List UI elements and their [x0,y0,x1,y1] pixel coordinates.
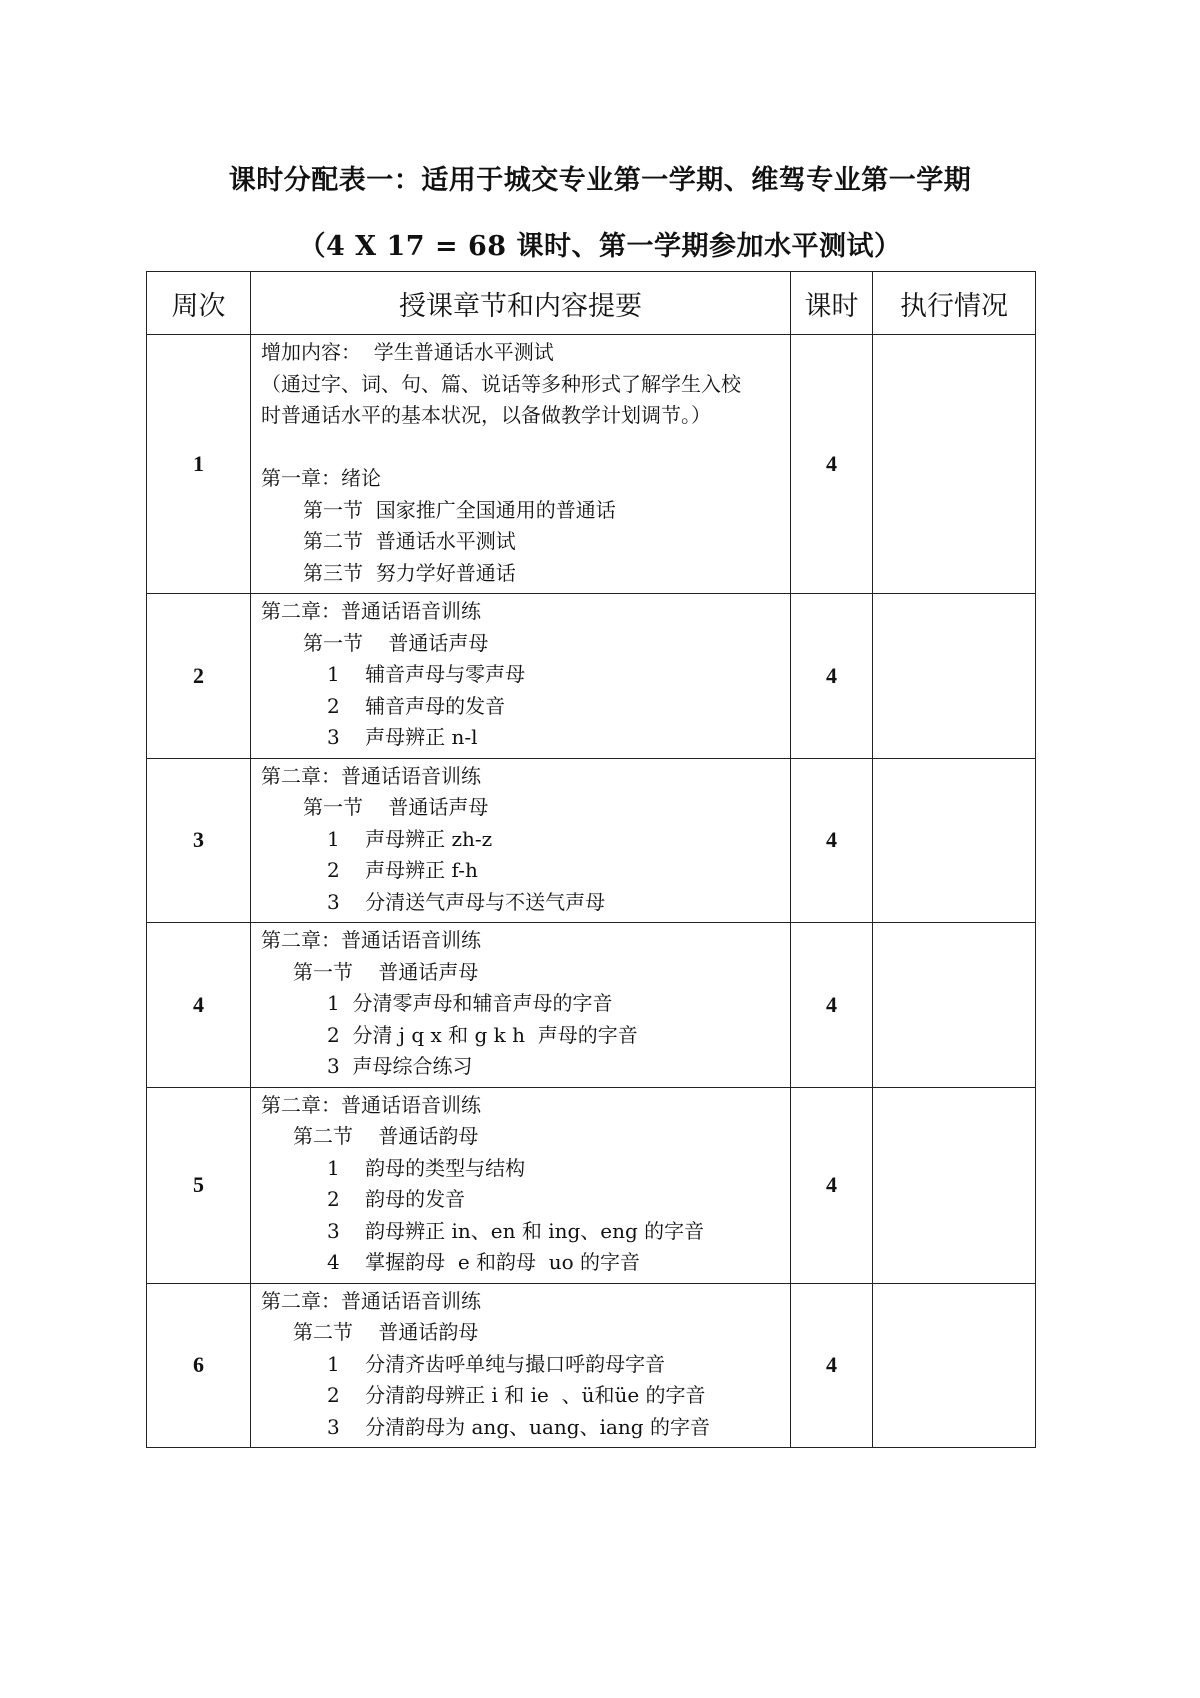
content-line: 3 分清送气声母与不送气声母 [327,889,606,914]
content-line: 2 声母辨正 f-h [327,858,478,882]
content-line: 第二章：普通话语音训练 [261,763,481,788]
content-cell [251,594,791,759]
header-week: 周次 [147,272,251,335]
week-cell: 5 [147,1087,251,1283]
content-line: 3 声母辨正 n-l [327,725,478,749]
table-row [147,923,1036,1088]
week-cell: 2 [147,594,251,759]
content-line: 3 分清韵母为 ang、uang、iang 的字音 [327,1414,710,1439]
content-line: 2 韵母的发音 [327,1187,466,1211]
content-line: 第二章：普通话语音训练 [261,599,481,623]
status-cell [873,1087,1036,1283]
status-cell [873,594,1036,759]
page-title: 课时分配表一：适用于城交专业第一学期、维驾专业第一学期 [228,165,972,196]
blank-line [261,432,782,464]
content-cell [251,758,791,923]
content-line: 第二节 普通话韵母 [293,1124,479,1148]
week-cell: 4 [147,923,251,1088]
header-status: 执行情况 [873,272,1036,335]
hours-cell: 4 [791,1087,873,1283]
status-cell [873,1283,1036,1448]
hours-cell: 4 [791,758,873,923]
content-cell [251,1087,791,1283]
content-line: 时普通话水平的基本状况，以备做教学计划调节。） [261,403,711,427]
content-line: 1 声母辨正 zh-z [327,826,493,851]
content-line: （通过字、词、句、篇、说话等多种形式了解学生入校 [261,371,741,396]
content-line: 2 分清 j q x 和 g k h 声母的字音 [327,1022,638,1047]
content-line: 增加内容： 学生普通话水平测试 [261,340,554,364]
week-cell: 3 [147,758,251,923]
status-cell [873,758,1036,923]
status-cell [873,335,1036,594]
content-line: 2 辅音声母的发音 [327,693,506,718]
content-cell [251,923,791,1088]
content-line: 1 韵母的类型与结构 [327,1155,526,1180]
content-line: 第一节 普通话声母 [303,630,489,655]
content-line: 1 分清零声母和辅音声母的字音 [327,991,613,1015]
table-row [147,758,1036,923]
content-line: 第一节 普通话声母 [303,795,489,819]
week-cell: 1 [147,335,251,594]
table-row [147,594,1036,759]
schedule-table [146,271,1036,1448]
hours-cell: 4 [791,335,873,594]
header-hours: 课时 [791,272,873,335]
week-cell: 6 [147,1283,251,1448]
status-cell [873,923,1036,1088]
table-row [147,1283,1036,1448]
table-row [147,335,1036,594]
content-line: 第一节 国家推广全国通用的普通话 [303,497,616,522]
content-line: 3 声母综合练习 [327,1054,473,1078]
table-header-row [147,272,1036,335]
content-line: 4 掌握韵母 e 和韵母 uo 的字音 [327,1250,641,1274]
content-line: 第二节 普通话水平测试 [303,529,516,553]
content-line: 第二章：普通话语音训练 [261,1092,481,1117]
content-line: 第二节 普通话韵母 [293,1320,479,1344]
content-line: 1 分清齐齿呼单纯与撮口呼韵母字音 [327,1351,666,1376]
content-line: 第一节 普通话声母 [293,959,479,984]
content-line: 2 分清韵母辨正 i 和 ie 、ü和üe 的字音 [327,1383,706,1407]
table-row [147,1087,1036,1283]
content-line: 第三节 努力学好普通话 [303,560,516,585]
header-content: 授课章节和内容提要 [251,272,791,335]
hours-cell: 4 [791,594,873,759]
content-line: 第二章：普通话语音训练 [261,928,481,952]
content-line: 1 辅音声母与零声母 [327,662,526,686]
content-line: 第一章：绪论 [261,466,381,490]
page-subtitle: （4 X 17 = 68 课时、第一学期参加水平测试） [298,231,902,262]
hours-cell: 4 [791,1283,873,1448]
content-line: 3 韵母辨正 in、en 和 ing、eng 的字音 [327,1218,705,1243]
hours-cell: 4 [791,923,873,1088]
content-line: 第二章：普通话语音训练 [261,1288,481,1313]
content-cell [251,1283,791,1448]
content-cell [251,335,791,594]
